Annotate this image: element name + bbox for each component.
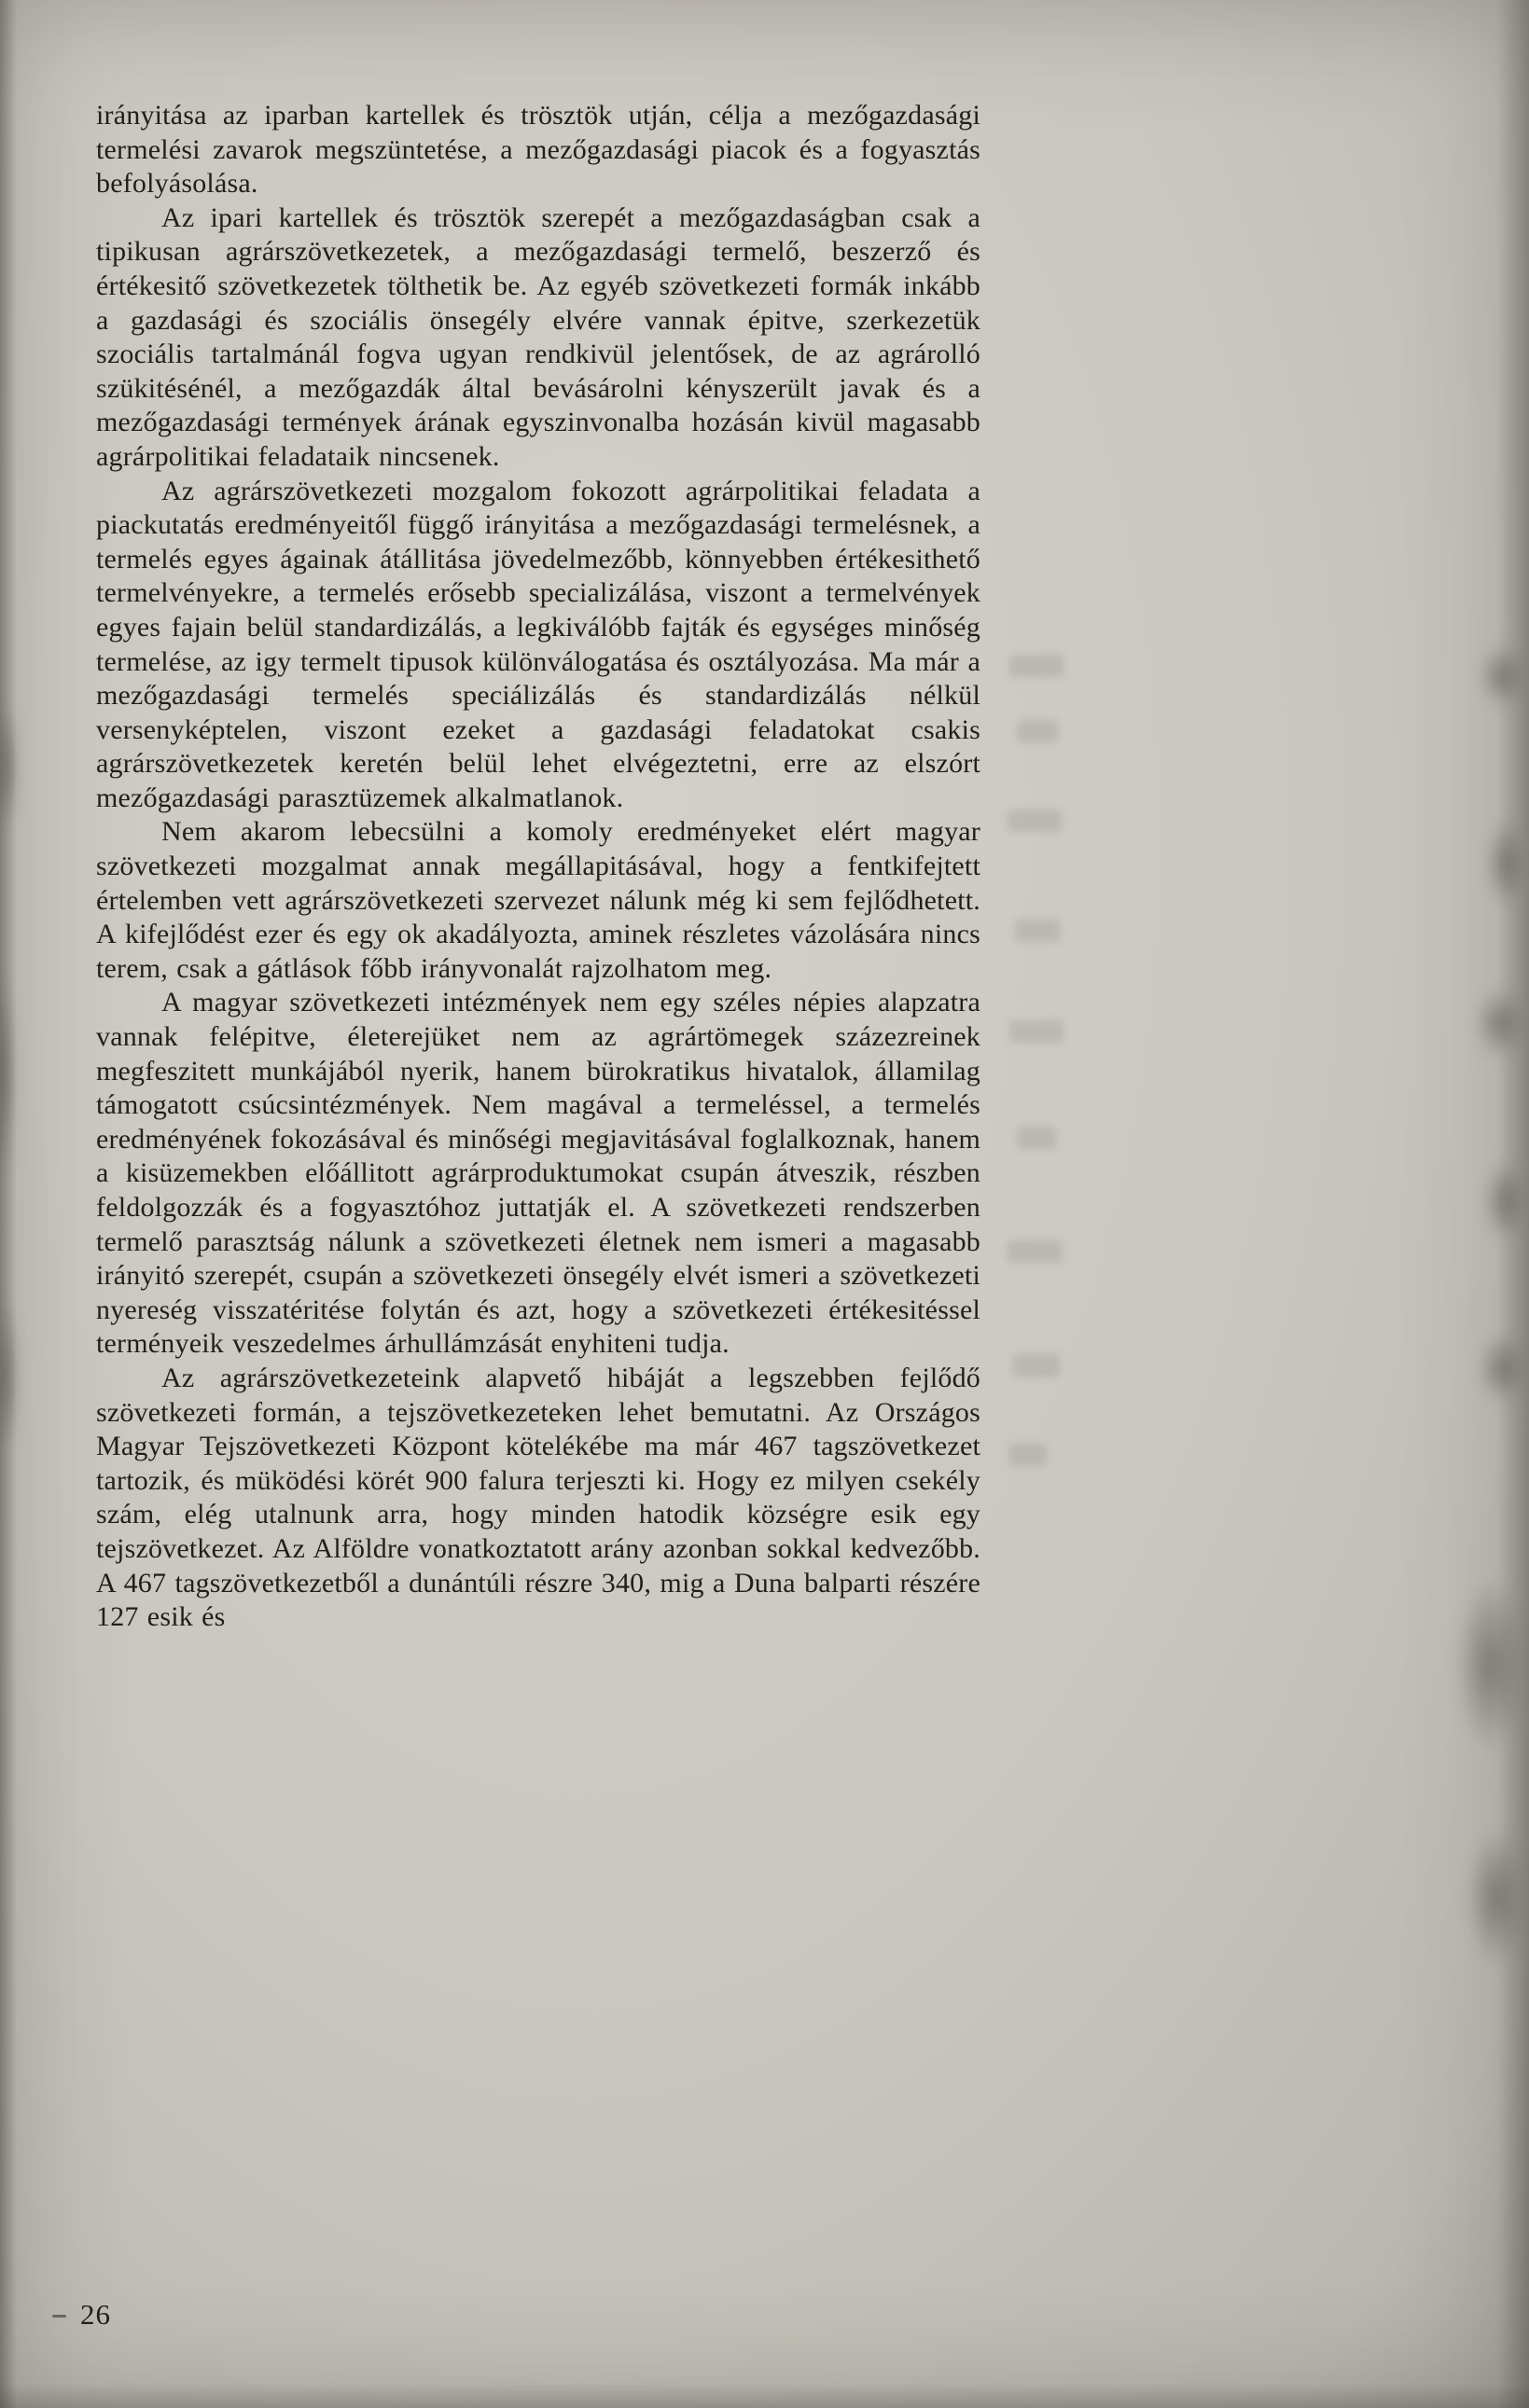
- scan-smudge: [1478, 644, 1526, 709]
- paragraph: Az agrárszövetkezeti mozgalom fokozott agrárpolitikai feladata a piackutatás eredményeitől függő irányitása a mezőgazdasági termelésnek, a termelés egyes ágainak átállitása jövedelmezőbb, könnyebben értékesithető termelvényekre, a termelés erősebb specializálása, viszont a termelvények egyes fajain belül standardizálás, a legkiválóbb fajták és egységes minőség termelése, az igy termelt tipusok különválogatása és osztályozása. Ma már a mezőgazdasági termelés speciálizálás és standardizálás nélkül versenyképtelen, viszont ezeket a gazdasági feladatokat csakis agrárszövetkezetek keretén belül lehet elvégeztetni, erre az elszórt mezőgazdasági parasztüzemek alkalmatlanok.: [96, 475, 980, 813]
- paragraph: irányitása az iparban kartellek és trösztök utján, célja a mezőgazdasági termelési zavarok megszüntetése, a mezőgazdasági piacok és a fogyasztás befolyásolása.: [96, 100, 980, 200]
- scan-edge-shadow-right: [1497, 0, 1529, 2408]
- page-number: 26: [80, 2298, 111, 2331]
- scan-ghost-mark: [1013, 1354, 1060, 1377]
- scan-ghost-mark: [1009, 1444, 1047, 1466]
- paragraph: Az agrárszövetkezeteink alapvető hibáját a legszebben fejlődő szövetkezeti formán, a tejszövetkezeteken lehet bemutatni. Az Országos Magyar Tejszövetkezeti Központ kötelékébe ma már 467 tagszövetkezet tartozik, és müködési körét 900 falura terjeszti ki. Hogy ez milyen csekély szám, elég utalnunk arra, hogy minden hatodik községre esik egy tejszövetkezet. Az Alföldre vonatkoztatott arány azonban sokkal kedvezőbb. A 467 tagszövetkezetből a dunántúli részre 340, mig a Duna balparti részére 127 esik és: [96, 1362, 980, 1633]
- scan-smudge: [1478, 1332, 1526, 1405]
- scan-ghost-mark: [1017, 1127, 1056, 1149]
- page-text-block: [96, 99, 980, 1635]
- scan-smudge: [1485, 819, 1526, 908]
- scan-ghost-mark: [1009, 655, 1063, 677]
- paragraph: Az ipari kartellek és trösztök szerepét a mezőgazdaságban csak a tipikusan agrárszövetkezetek, a mezőgazdasági termelő, beszerző és értékesitő szövetkezetek tölthetik be. Az egyéb szövetkezeti formák inkább a gazdasági és szociális önsegély elvére vannak épitve, szerkezetük szociális tartalmánál fogva ugyan rendkivül jelentősek, de az agrárolló szükitésénél, a mezőgazdák által bevásárolni kényszerült javak és a mezőgazdasági termények árának egyszinvonalba hozásán kivül magasabb agrárpolitikai feladataik nincsenek.: [96, 201, 980, 472]
- scan-ghost-mark: [1008, 810, 1062, 832]
- paragraph: A magyar szövetkezeti intézmények nem egy széles népies alapzatra vannak felépitve, életerejüket nem az agrártömegek százezreinek megfeszitett munkájából nyerik, hanem bürokratikus hivatalok, államilag támogatott csúcsintézmények. Nem magával a termeléssel, a termelés eredményének fokozásával és minőségi megjavitásával foglalkoznak, hanem a kisüzemekben előállitott agrárproduktumokat csupán átveszik, részben feldolgozzák és a fogyasztóhoz juttatják el. A szövetkezeti rendszerben termelő parasztság nálunk a szövetkezeti életnek nem ismeri a magasabb irányitó szerepét, csupán a szövetkezeti önsegély elvét ismeri a szövetkezeti nyereség visszatéritése folytán és azt, hogy a szövetkezeti értékesitéssel terményeik veszedelmes árhullámzását enyhiteni tudja.: [96, 987, 980, 1360]
- scan-dash-artifact: [52, 2315, 66, 2318]
- scan-smudge: [0, 701, 19, 832]
- scan-smudge: [0, 970, 15, 1175]
- scan-smudge: [1474, 987, 1526, 1059]
- scan-smudge: [1455, 1576, 1526, 1753]
- scan-ghost-mark: [1015, 920, 1060, 942]
- scan-ghost-mark: [1008, 1240, 1062, 1263]
- paragraph: Nem akarom lebecsülni a komoly eredményeket elért magyar szövetkezeti mozgalmat annak megállapitásával, hogy a fentkifejtett értelemben vett agrárszövetkezeti szervezet nálunk még ki sem fejlődhetett. A kifejlődést ezer és egy ok akadályozta, aminek részletes vázolására nincs terem, csak a gátlások főbb irányvonalát rajzolhatom meg.: [96, 816, 980, 984]
- scan-smudge: [1466, 1828, 1526, 1968]
- scan-smudge: [1483, 1160, 1526, 1242]
- scan-edge-shadow-bottom: [0, 2384, 1529, 2408]
- scan-smudge: [0, 1296, 19, 1455]
- scan-ghost-mark: [1017, 720, 1058, 742]
- scan-edge-shadow-left: [0, 0, 17, 2408]
- scan-ghost-mark: [1009, 1020, 1063, 1043]
